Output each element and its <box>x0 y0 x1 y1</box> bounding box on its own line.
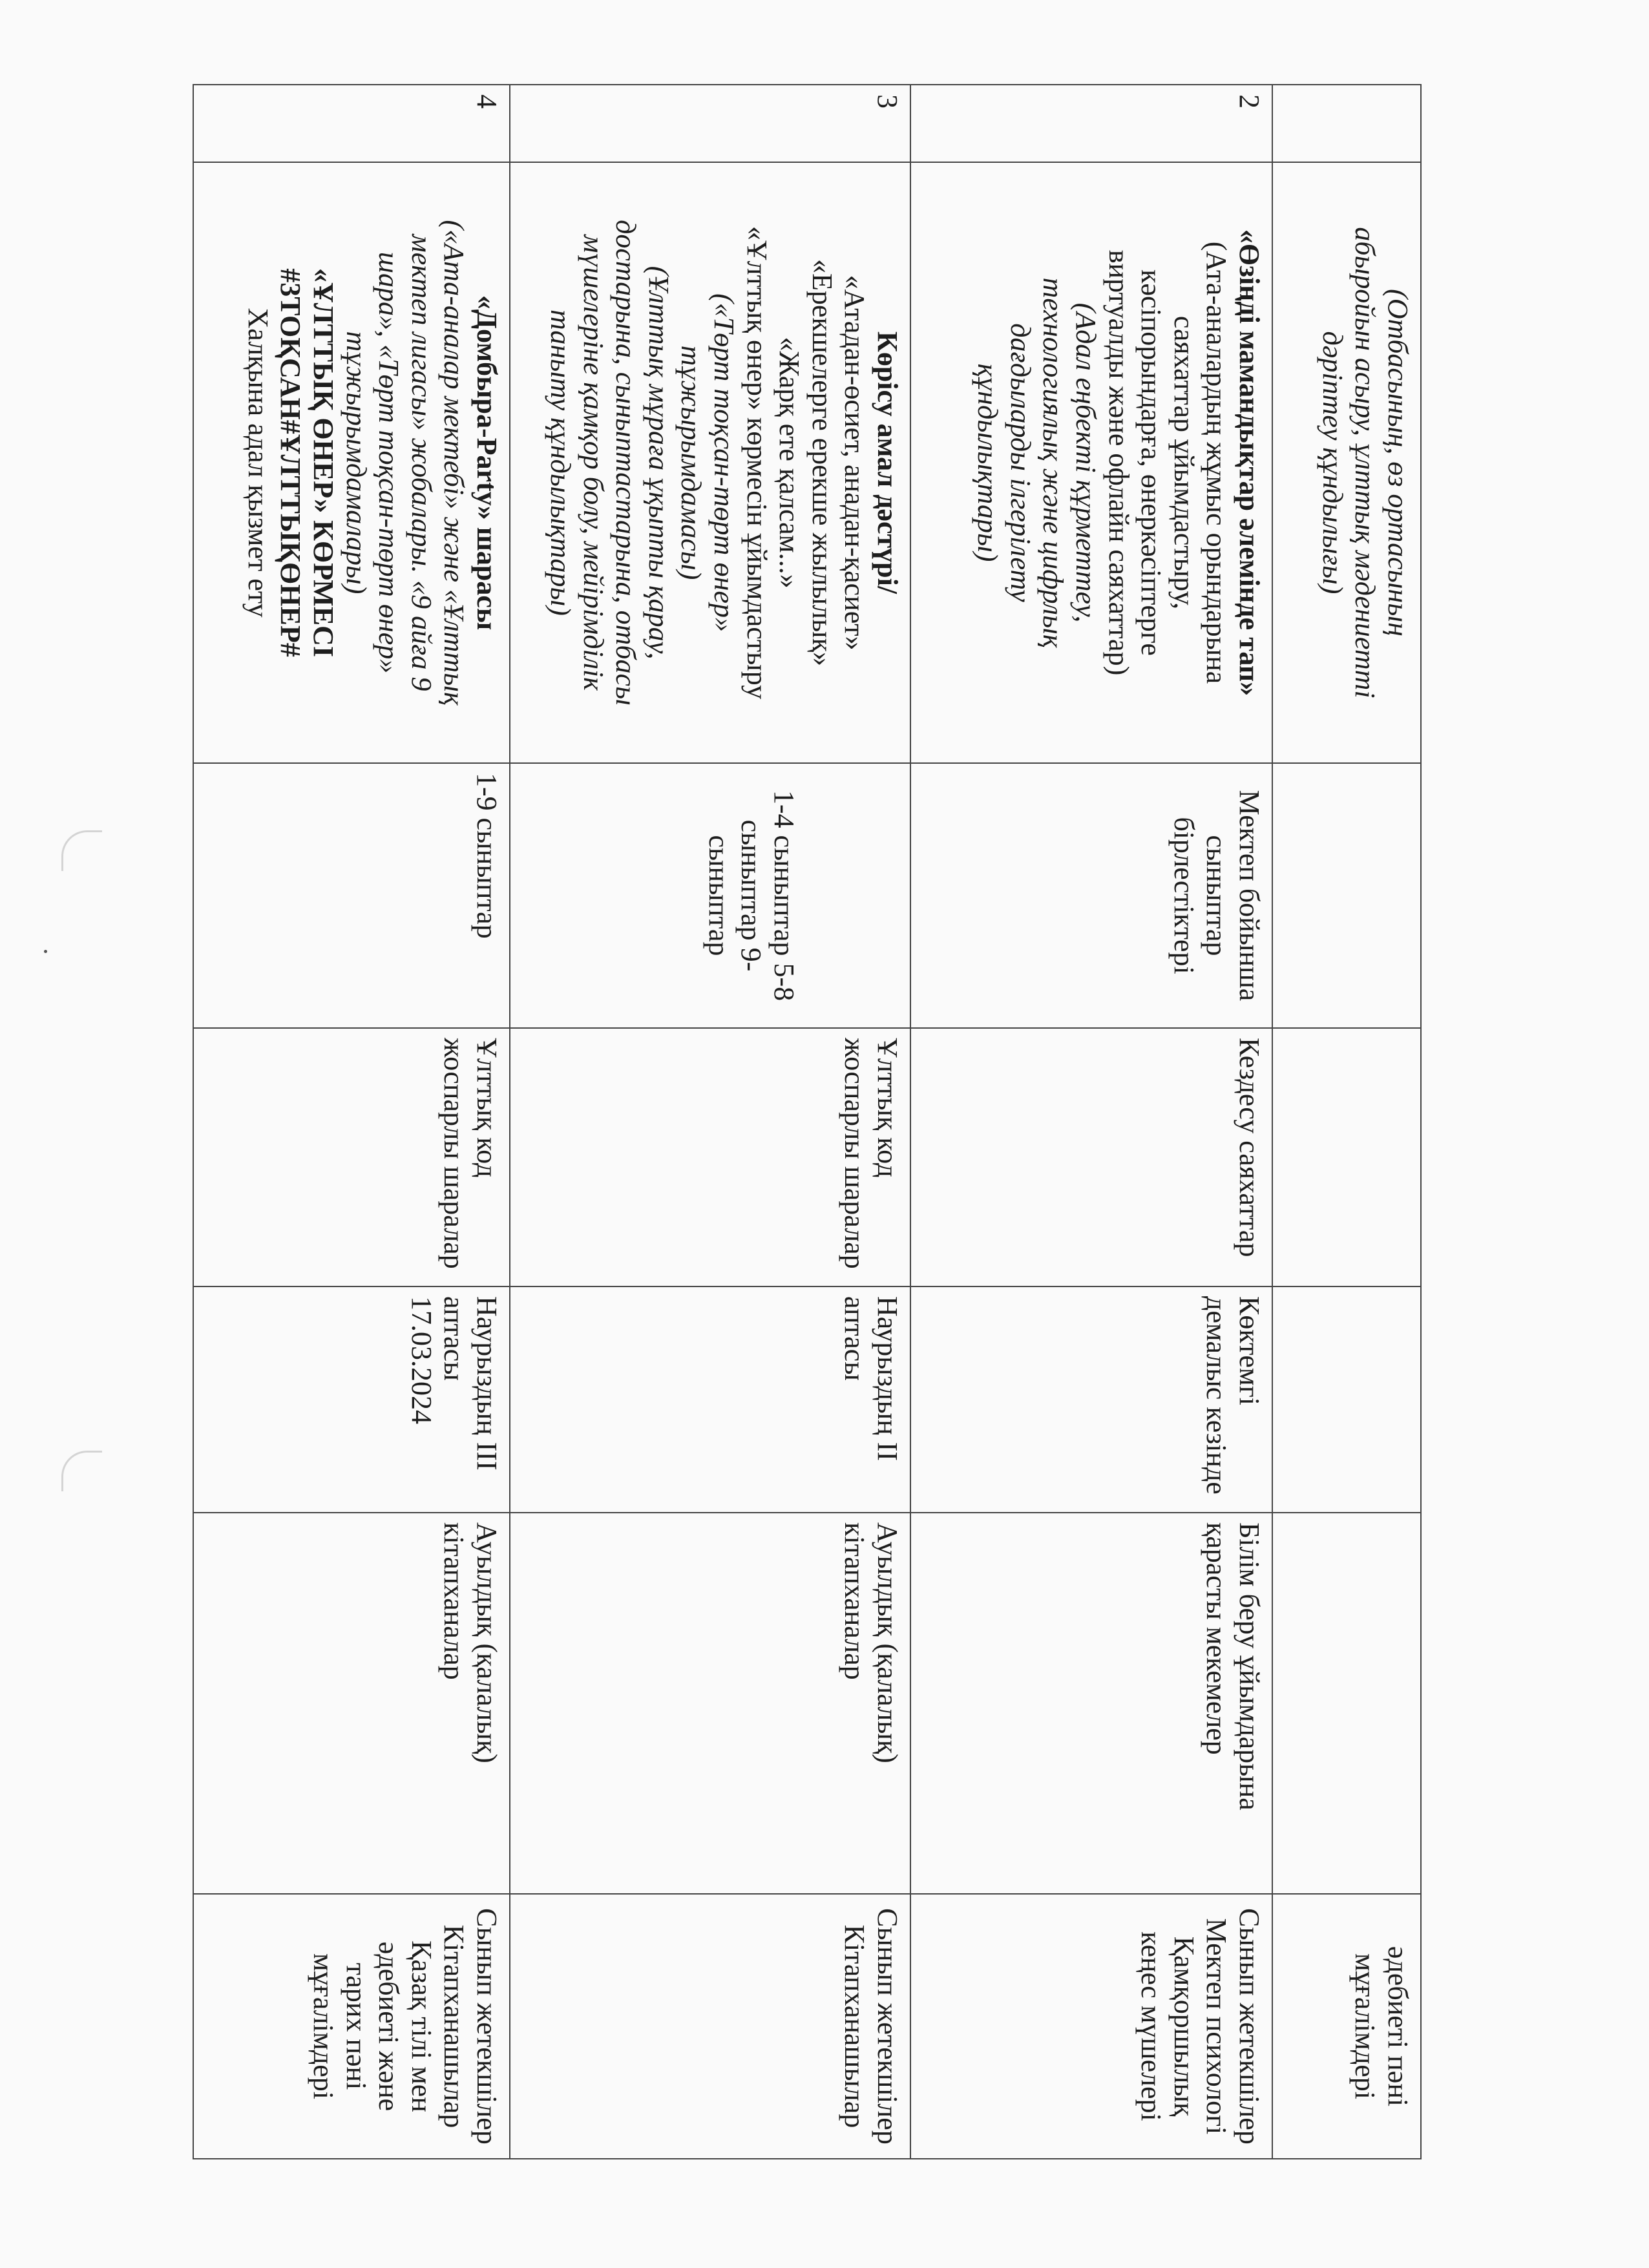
event-line: таныту құндылықтары) <box>545 310 577 616</box>
event-line: тұжырымдамалары) <box>340 331 372 594</box>
event-line: (Отбасының, өз ортасының <box>1382 289 1414 636</box>
timing-cell: Көктемгі демалыс кезінде <box>910 1286 1272 1513</box>
hole-punch-mark <box>61 1451 102 1491</box>
hole-punch-mark <box>61 830 102 871</box>
timing-cell: Наурыздың II аптасы <box>510 1286 910 1513</box>
event-line: дәріптеу құндылығы) <box>1316 331 1349 594</box>
timing-cell <box>1272 1286 1421 1513</box>
event-line: «Жарқ ете қалсам...» <box>773 337 806 589</box>
event-line: (Адал еңбекті құрметтеу, <box>1070 302 1102 623</box>
event-line: «Атадан-өсиет, анадан-қасиет» <box>839 275 871 651</box>
responsible-cell: әдебиеті пәні мұғалімдері <box>1272 1894 1421 2159</box>
table-row <box>510 85 910 2159</box>
event-line: Халқына адал қызмет ету <box>242 308 274 618</box>
event-description <box>510 162 910 763</box>
event-description <box>910 162 1272 763</box>
row-number <box>1272 85 1421 162</box>
event-line: виртуалды және офлайн саяхаттар) <box>1102 249 1135 676</box>
event-line: тұжырымдамасы) <box>675 345 708 580</box>
partners-cell: Ауылдық (қалалық) кітапханалар <box>193 1513 510 1894</box>
responsible-cell: Сынып жетекшілер Кітапханашылар Қазақ тілі мен әдебиеті және тарих пәні мұғалімдері <box>193 1894 510 2159</box>
event-line: Көрісу амал дәстүрі/ <box>872 331 903 594</box>
form-cell: Ұлттық код жоспарлы шаралар <box>193 1028 510 1286</box>
participants-cell: 1-9 сыныптар <box>193 763 510 1028</box>
participants-cell <box>1272 763 1421 1028</box>
table-row <box>1272 85 1421 2159</box>
event-line: мектеп лигасы» жобалары. «9 айға 9 <box>405 234 437 691</box>
event-line: абыройын асыру, ұлттық мәдениетті <box>1349 227 1381 698</box>
partners-cell: Ауылдық (қалалық) кітапханалар <box>510 1513 910 1894</box>
participants-cell: Мектеп бойынша сыныптар бірлестіктері <box>910 763 1272 1028</box>
event-line: (Ата-аналардың жұмыс орындарына <box>1201 241 1233 684</box>
event-line: («Ата-аналар мектебі» және «Ұлттық <box>438 220 470 706</box>
event-line: құндылықтары) <box>972 363 1004 562</box>
row-number: 4 <box>193 85 510 162</box>
event-line: саяхаттар ұйымдастыру, <box>1168 315 1200 610</box>
row-number: 3 <box>510 85 910 162</box>
scan-dot <box>44 950 47 953</box>
form-cell: Ұлттық код жоспарлы шаралар <box>510 1028 910 1286</box>
event-description <box>1272 162 1421 763</box>
table-row <box>193 85 510 2159</box>
event-line: дағдыларды ілгерілету <box>1004 323 1036 602</box>
form-cell: Кездесу саяхаттар <box>910 1028 1272 1286</box>
event-line: шара», «Төрт тоқсан-төрт өнер» <box>373 251 405 674</box>
event-line: мүшелеріне қамқор болу, мейірімділік <box>577 235 609 691</box>
event-line: «Өзіңді мамандықтар әлемінде тап» <box>1234 229 1265 697</box>
event-line: кәсіпорындарға, өнеркәсіптерге <box>1135 269 1168 656</box>
event-line: достарына, сыныптастарына, отбасы <box>610 220 642 706</box>
responsible-cell: Сынып жетекшілер Кітапханашылар <box>510 1894 910 2159</box>
event-line: «Ерекшелерге ерекше жылылық» <box>806 259 838 666</box>
responsible-cell: Сынып жетекшілер Мектеп психологі Қамқоршылық кеңес мүшелері <box>910 1894 1272 2159</box>
rotated-table-page <box>194 84 1422 2158</box>
row-number: 2 <box>910 85 1272 162</box>
event-line: #3ТОҚСАН#ҰЛТТЫҚӨНЕР# <box>275 268 307 657</box>
form-cell <box>1272 1028 1421 1286</box>
event-line: «ҰЛТТЫҚ ӨНЕР» КӨРМЕСІ <box>308 268 340 658</box>
participants-cell: 1-4 сыныптар 5-8 сыныптар 9- сыныптар <box>510 763 910 1028</box>
event-line: (Ұлттық мұраға ұқыпты қарау, <box>642 266 675 660</box>
timing-cell: Наурыздың III аптасы 17.03.2024 <box>193 1286 510 1513</box>
events-table <box>193 84 1422 2159</box>
event-line: «Домбыра-Party» шарасы <box>471 295 503 631</box>
table-row <box>910 85 1272 2159</box>
partners-cell <box>1272 1513 1421 1894</box>
event-line: технологиялық және цифрлық <box>1037 277 1069 648</box>
event-line: («Төрт тоқсан-төрт өнер» <box>708 293 740 632</box>
event-line: «Ұлттық өнер» көрмесін ұйымдастыру <box>740 226 773 700</box>
event-description <box>193 162 510 763</box>
partners-cell: Білім беру ұйымдарына қарасты мекемелер <box>910 1513 1272 1894</box>
